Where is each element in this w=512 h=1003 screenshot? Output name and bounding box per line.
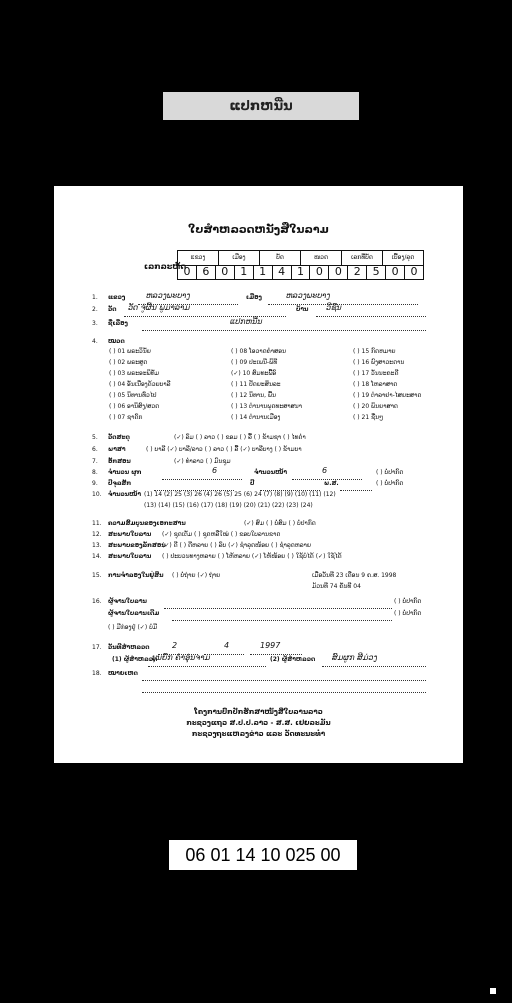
field-microfilm-row: 15. ການຈຳລອງໃນຢູ່ສິນ ( ) ບໍ່ຖ່າຍ (✓) ຖ່າຍ ເມື່ອວັນທີ 23 ເດືອນ 9 ຄ.ສ. 1998 — [92, 572, 397, 579]
category-option: ( ) 07 ຊາດົກ — [109, 414, 143, 421]
surveyor-1-signature: ບຸນຍົກ ຄຳອຸ່ນຈາມ — [152, 653, 211, 662]
code-digit-cell: 0 — [329, 265, 348, 279]
code-digit-cell: 1 — [254, 265, 273, 279]
field-scribe-row: 16. ຜູ້ຈານໃບລານ ( ) ບໍ່ປາກົດ — [54, 598, 463, 610]
category-option: ( ) 14 ຕຳນານເມືອງ — [231, 414, 281, 421]
category-option: ( ) 02 ພຣະສູດ — [109, 359, 148, 366]
village-value: ວິຊົນ — [326, 303, 342, 312]
field-container-row: ( ) ມີກ່ອງຢູ່ (✓) ບໍ່ມີ — [108, 624, 158, 631]
field-microfilm-row-2: ມ້ວນທີ 74 ຄັນທີ 04 — [312, 583, 361, 590]
code-digit-cell: 1 — [235, 265, 254, 279]
footer-line-3: ກະຊວງຖະແຫລງຂ່າວ ແລະ ວັດທະນະທຳ — [191, 730, 326, 738]
field-scribe-row-2: ຜູ້ຈານໃບລານເດີມ ( ) ບໍ່ປາກົດ — [54, 610, 463, 622]
code-digit-cell: 5 — [367, 265, 386, 279]
province-value: ຫລວງພະບາງ — [146, 291, 191, 300]
survey-form-sheet — [54, 186, 463, 763]
code-table — [177, 250, 424, 280]
category-option: ( ) 20 ພິນຍາສາດ — [353, 403, 398, 410]
field-title-row: 3. ຊື່ເລື່ອງ ແປກຫນີ່ນ — [54, 320, 463, 332]
category-option: ( ) 08 ໂອວາດຄຳສອນ — [231, 348, 286, 355]
category-option: ( ) 04 ອັນເນື່ອງດ້ວຍບາລີ — [109, 381, 171, 388]
field-pages-row: 10. ຈຳນວນໜ້າ (1) 14 (2) 25 (3) 26 (4) 26 (5) 25 (6) 24 (7) (8) (9) (10) (11) (12) — [92, 491, 336, 498]
field-survey-date-row: 17. ວັນທີສຳຫລວດ 2 4 1997 — [54, 644, 463, 656]
code-header-cell: ເບື້ອງ/ລຸດ — [391, 254, 415, 261]
surveyor-2-signature: ສົມຜູກ ສີມ່ວງ — [332, 653, 378, 662]
category-option: ( ) 03 ພຣະອະພິທັມ — [109, 370, 159, 377]
code-digit-cell: 1 — [292, 265, 311, 279]
field-year-row: 9. ປີຈຸລສັກ ປີ ພ.ສ. ( ) ບໍ່ປາກົດ — [54, 480, 463, 492]
category-option: ( ) 16 ພົງສາວະດານ — [353, 359, 405, 366]
category-option: ( ) 21 ຊື່ນໆ — [353, 414, 384, 421]
code-header-cell: ແຂວງ — [178, 251, 219, 265]
code-digit-cell: 6 — [197, 265, 216, 279]
category-option: ( ) 06 ອານິສົງ/ສວດ — [109, 403, 160, 410]
category-grid — [109, 348, 454, 428]
code-label: ເລກລະຫັດ — [144, 262, 187, 271]
manuscript-code-label: 06 01 14 10 025 00 — [169, 840, 357, 870]
category-option: ( ) 13 ຕຳນານພຸດທະສາສນາ — [231, 403, 302, 410]
footer-line-2: ກະຊວງແຖວ ສ.ປ.ປ.ລາວ - ສ.ສ. ເຢຍລະມັນ — [186, 719, 331, 727]
field-pages-row-2: (13) (14) (15) (16) (17) (18) (19) (20) (21) (22) (23) (24) — [144, 502, 313, 509]
category-option: ( ) 11 ປັດຍະສິນລະ — [231, 381, 281, 388]
field-province-row: 1. ແຂວງ ຫລວງພະບາງ ເມືອງ ຫລວງພະບາງ — [54, 294, 463, 306]
field-surveyors-row: (1) ຜູ້ສຳຫລວດ ບຸນຍົກ ຄຳອຸ່ນຈາມ (2) ຜູ້ສຳຫລວດ ສົມຜູກ ສີມ່ວງ — [54, 656, 463, 668]
category-option: (✓) 10 ສົມທະພື້ອົ — [231, 370, 277, 377]
field-leaf-condition-row: 14. ສະພາບໃບລານ ( ) ປະບວນທາງຫລາຍ ( ) ໂຫ້ຫລາຍ (✓) ໂຫ້ໜ້ອຍ ( ) ໃຊ້ບໍ່ໄດ້ (✓) ໃຊ້ໄດ້ — [92, 553, 342, 560]
field-bundles-row: 8. ຈຳນວນ ຜູກ 6 ຈຳນວນໜ້າ 6 ( ) ບໍ່ປາກົດ — [54, 469, 463, 481]
field-category-row: 4. ໝວດ — [92, 338, 125, 345]
category-option: ( ) 01 ພຣະວິນັຍ — [109, 348, 151, 355]
category-option: ( ) 19 ຕຳລາຢາ-ໄສຍະສາດ — [353, 392, 422, 399]
field-temple-row: 2. ວັດ ວັດ ຈູ່ຜິ້ນ ພູມາລາມ ບ້ານ ວິຊົນ — [54, 306, 463, 318]
field-language-row: 6. ພາສາ ( ) ບາລີ (✓) ບາລີ/ລາວ ( ) ລາວ ( ) ລື້ (✓) ບາລີບາງ ( ) ຂ້າມບາ — [92, 446, 302, 453]
manuscript-title-value: ແປກຫນີ່ນ — [230, 317, 263, 326]
film-speck — [490, 988, 496, 994]
category-option: ( ) 05 ນິທານທົ່ວໄປ — [109, 392, 157, 399]
code-header-cell: ເລກທີ່ບັດ — [342, 251, 383, 265]
district-value: ຫລວງພະບາງ — [286, 291, 331, 300]
code-header-cell: ເມືອງ — [219, 251, 260, 265]
code-header-cell: ບັດ — [260, 251, 301, 265]
category-option: ( ) 12 ນິທານ, ພື້ນ — [231, 392, 276, 399]
field-remarks-row: 18. ໝາຍເຫດ — [54, 670, 463, 682]
field-script-condition-row: 13. ສະພາບຂອງລັກສອນ (✓) ດີ ( ) ດີຫລາຍ ( ) ລົບ (✓) ຊຳລຸດໜ້ອຍ ( ) ຊຳລຸດຫລາຍ — [92, 542, 311, 549]
category-option: ( ) 15 ກົດຫມາຍ — [353, 348, 396, 355]
field-script-row: 7. ອັກສອນ (✓) ທຳລາວ ( ) ມົນຊຸມ — [92, 458, 231, 465]
code-digit-cell: 0 — [410, 265, 418, 278]
document-header-label: ແປກຫນີ່ນ — [163, 92, 359, 120]
category-option: ( ) 18 ໂຫລາສາດ — [353, 381, 398, 388]
code-digit-cell: 0 — [310, 265, 329, 279]
code-digit-cell: 0 — [386, 265, 405, 279]
form-title: ໃບສຳຫລວດຫນັງສືໃນລາມ — [188, 223, 329, 236]
footer-line-1: ໂຄງການປົກປັກຮັກສາໜັງສືໃບລານລາວ — [194, 708, 323, 716]
field-material-row: 5. ວັດສະດຸ (✓) ລົມ ( ) ລາວ ( ) ຂອມ ( ) ລື້ ( ) ຂ້າມຊາ ( ) ໄທດຳ — [92, 434, 306, 441]
code-digit-cell: 0 — [216, 265, 235, 279]
code-header-cell: ໜວດ — [301, 251, 342, 265]
category-option: ( ) 09 ປະເພນີ-ພິທີ — [231, 359, 278, 366]
category-option: ( ) 17 ວັນນະຄະດີ — [353, 370, 399, 377]
code-digit-cell: 4 — [273, 265, 292, 279]
code-digit-cell: 0 — [178, 265, 197, 279]
temple-value: ວັດ ຈູ່ຜິ້ນ ພູມາລາມ — [128, 303, 190, 312]
field-completeness-row: 11. ຄວາມສົມບູນຂອງເອກະສານ (✓) ສົມ ( ) ບໍ່ສົມ ( ) ບໍ່ປາກົດ — [92, 520, 316, 527]
code-digit-cell: 2 — [348, 265, 367, 279]
field-condition-row: 12. ສະພາບໃບລານ (✓) ຊຸດເຕັມ ( ) ຊຸດຫລືໃໝ່ ( ) ຂອບໃບລານຂາດ — [92, 531, 281, 538]
